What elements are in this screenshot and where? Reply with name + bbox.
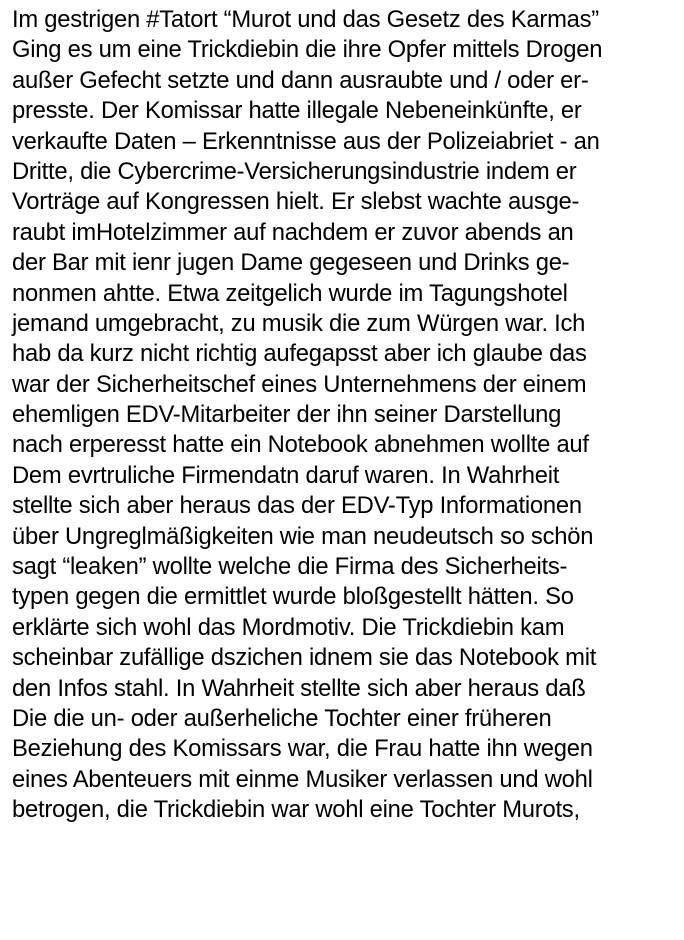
text-line: nonmen ahtte. Etwa zeitgelich wurde im Tagungshotel xyxy=(12,279,568,307)
text-line: der Bar mit ienr jugen Dame gegeseen und Drinks ge- xyxy=(12,249,570,277)
text-line: scheinbar zufällige dszichen idnem sie das Notebook mit xyxy=(12,644,597,672)
text-line: den Infos stahl. In Wahrheit stellte sich aber heraus daß xyxy=(12,674,586,702)
text-line: presste. Der Komissar hatte illegale Nebeneinkünfte, er xyxy=(12,97,582,125)
text-line: Dritte, die Cybercrime-Versicherungsindustrie indem er xyxy=(12,157,577,185)
text-line: verkaufte Daten – Erkenntnisse aus der Polizeiabriet - an xyxy=(12,127,600,155)
text-line: Die die un- oder außerheliche Tochter einer früheren xyxy=(12,704,552,732)
body-text xyxy=(12,5,680,826)
text-line: ehemligen EDV-Mitarbeiter der ihn seiner Darstellung xyxy=(12,401,562,429)
text-line: raubt imHotelzimmer auf nachdem er zuvor abends an xyxy=(12,218,574,246)
text-line: hab da kurz nicht richtig aufegapsst aber ich glaube das xyxy=(12,340,587,368)
text-line: war der Sicherheitschef eines Unternehmens der einem xyxy=(12,370,587,398)
text-line: jemand umgebracht, zu musik die zum Würgen war. Ich xyxy=(12,309,586,337)
text-line: nach erperesst hatte ein Notebook abnehmen wollte auf xyxy=(12,431,589,459)
text-line: Im gestrigen #Tatort “Murot und das Gesetz des Karmas” xyxy=(12,6,599,33)
text-line: über Ungreglmäßigkeiten wie man neudeutsch so schön xyxy=(12,522,594,550)
text-line: stellte sich aber heraus das der EDV-Typ Informationen xyxy=(12,492,582,520)
text-line: betrogen, die Trickdiebin war wohl eine Tochter Murots, xyxy=(12,796,580,824)
text-line: Vorträge auf Kongressen hielt. Er slebst wachte ausge- xyxy=(12,188,580,216)
text-line: typen gegen die ermittlet wurde bloßgestellt hätten. So xyxy=(12,583,574,611)
text-line: erklärte sich wohl das Mordmotiv. Die Trickdiebin kam xyxy=(12,613,565,641)
text-line: sagt “leaken” wollte welche die Firma des Sicherheits- xyxy=(12,553,568,581)
text-line: außer Gefecht setzte und dann ausraubte und / oder er- xyxy=(12,66,589,94)
text-line: eines Abenteuers mit einme Musiker verlassen und wohl xyxy=(12,765,593,793)
text-line: Beziehung des Komissars war, die Frau hatte ihn wegen xyxy=(12,735,593,763)
text-line: Ging es um eine Trickdiebin die ihre Opfer mittels Drogen xyxy=(12,36,603,64)
text-line: Dem evrtruliche Firmendatn daruf waren. In Wahrheit xyxy=(12,461,560,489)
